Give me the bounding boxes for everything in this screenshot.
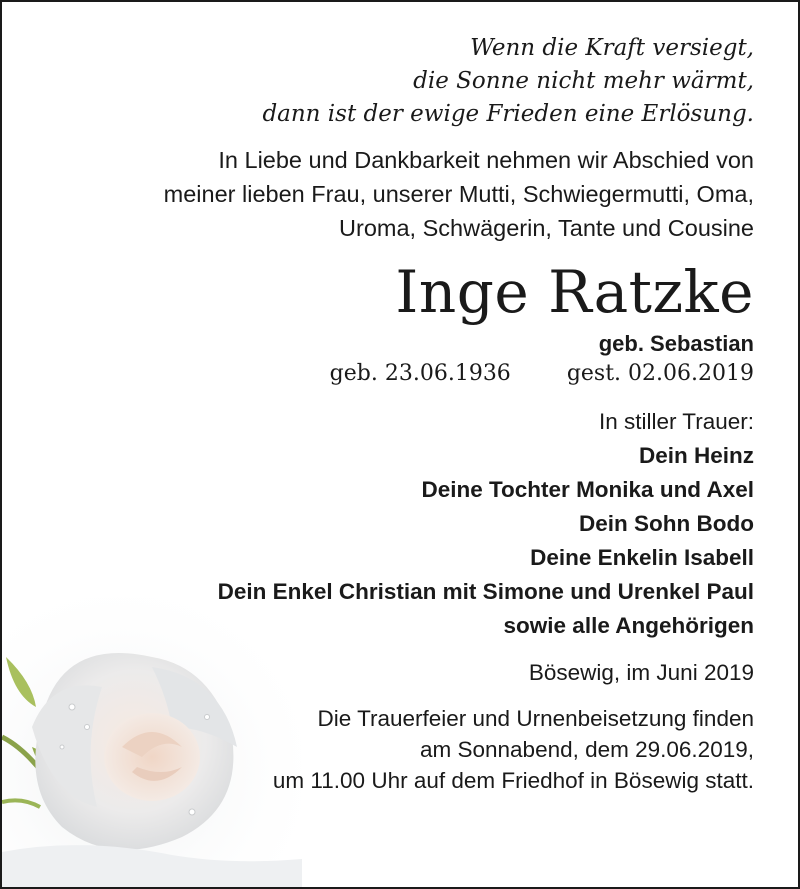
mourners-list	[34, 405, 754, 643]
intro-line: meiner lieben Frau, unserer Mutti, Schwiegermutti, Oma,	[163, 181, 754, 207]
mourner: Deine Tochter Monika und Axel	[421, 477, 754, 502]
intro-line: In Liebe und Dankbarkeit nehmen wir Abschied von	[218, 147, 754, 173]
mourner: Deine Enkelin Isabell	[530, 545, 754, 570]
service-line: am Sonnabend, dem 29.06.2019,	[419, 737, 754, 762]
maiden-name: geb. Sebastian	[598, 331, 754, 356]
place-date: Bösewig, im Juni 2019	[528, 660, 754, 685]
poem-line: die Sonne nicht mehr wärmt,	[413, 68, 754, 94]
poem-line: dann ist der ewige Frieden eine Erlösung.	[262, 101, 754, 127]
service-line: Die Trauerfeier und Urnenbeisetzung finden	[317, 706, 754, 731]
intro-text	[34, 143, 754, 245]
service-line: um 11.00 Uhr auf dem Friedhof in Bösewig statt.	[272, 768, 754, 793]
birth-date: geb. 23.06.1936	[329, 361, 511, 386]
funeral-service-info	[34, 703, 754, 796]
mourners-heading: In stiller Trauer:	[598, 409, 754, 434]
death-date: gest. 02.06.2019	[566, 361, 754, 386]
deceased-name: Inge Ratzke	[395, 258, 754, 326]
poem	[34, 32, 754, 131]
notice-content	[34, 32, 754, 796]
life-dates	[34, 359, 754, 389]
mourner: Dein Heinz	[638, 443, 754, 468]
poem-line: Wenn die Kraft versiegt,	[470, 35, 754, 61]
mourner: Dein Enkel Christian mit Simone und Urenkel Paul	[217, 579, 754, 604]
intro-line: Uroma, Schwägerin, Tante und Cousine	[339, 215, 754, 241]
mourner: Dein Sohn Bodo	[579, 511, 754, 536]
mourner: sowie alle Angehörigen	[503, 613, 754, 638]
